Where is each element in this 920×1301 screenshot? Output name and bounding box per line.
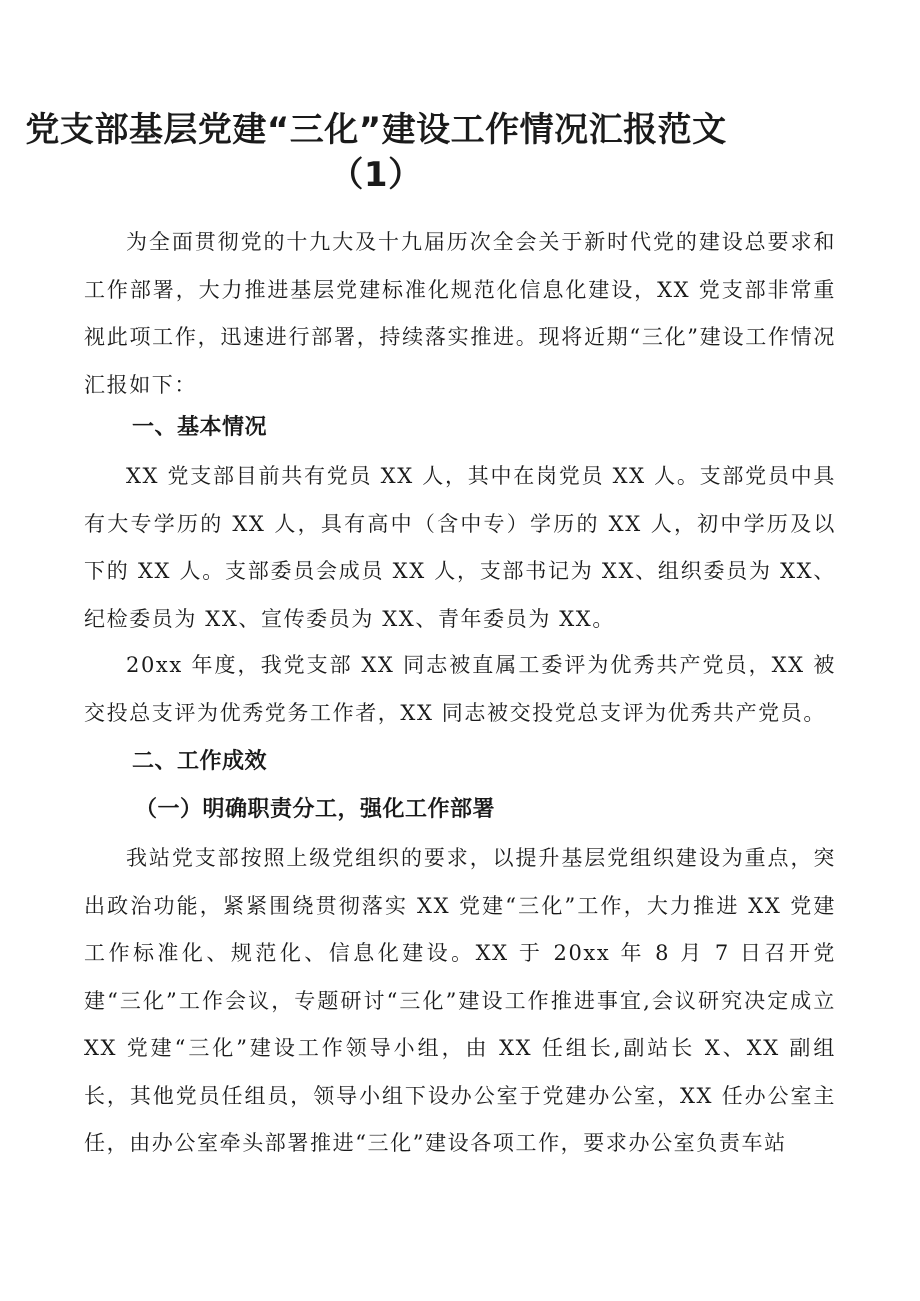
basic-situation-paragraph-2: 20xx 年度，我党支部 XX 同志被直属工委评为优秀共产党员，XX 被交投总支评为优秀党务工作者，XX 同志被交投党总支评为优秀共产党员。: [84, 653, 836, 725]
basic-situation-paragraph-1: XX 党支部目前共有党员 XX 人，其中在岗党员 XX 人。支部党员中具有大专学历的 XX 人，具有高中（含中专）学历的 XX 人，初中学历及以下的 XX 人。支部委员会成员 XX 人，支部书记为 XX、组织委员为 XX、纪检委员为 XX、宣传委员为 XX、青年委员为 XX。: [84, 464, 836, 631]
subsection-heading-responsibilities: （一）明确职责分工，强化工作部署: [135, 797, 496, 822]
intro-paragraph: 为全面贯彻党的十九大及十九届历次全会关于新时代党的建设总要求和工作部署，大力推进基层党建标准化规范化信息化建设，XX 党支部非常重视此项工作，迅速进行部署，持续落实推进。现将近期“三化”建设工作情况汇报如下：: [84, 230, 836, 397]
section-heading-work-results: 二、工作成效: [132, 749, 268, 774]
document-title-number: （1）: [329, 155, 423, 195]
responsibilities-paragraph: 我站党支部按照上级党组织的要求，以提升基层党组织建设为重点，突出政治功能，紧紧围绕贯彻落实 XX 党建“三化”工作，大力推进 XX 党建工作标准化、规范化、信息化建设。XX 于 20xx 年 8 月 7 日召开党建“三化”工作会议，专题研讨“三化”建设工作推进事宜,会议研究决定成立 XX 党建“三化”建设工作领导小组，由 XX 任组长,副站长 X、XX 副组长，其他党员任组员，领导小组下设办公室于党建办公室，XX 任办公室主任，由办公室牵头部署推进“三化”建设各项工作，要求办公室负责车站: [84, 846, 836, 1155]
document-title: 党支部基层党建“三化”建设工作情况汇报范文: [25, 110, 727, 150]
section-heading-basic-situation: 一、基本情况: [132, 415, 268, 440]
